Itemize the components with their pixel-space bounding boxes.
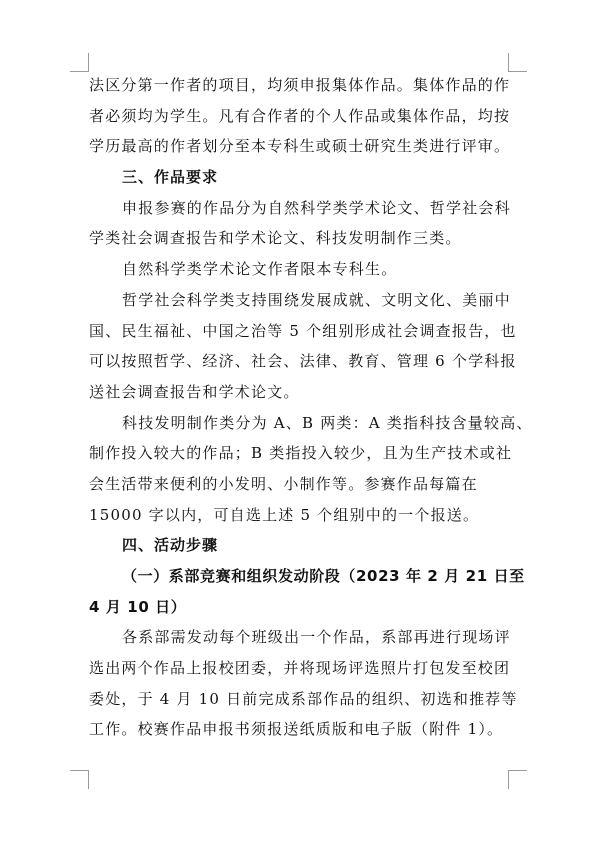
crop-mark-bottom-right — [508, 770, 527, 789]
body-line: 委处，于 4 月 10 日前完成系部作品的组织、初选和推荐等 — [89, 689, 518, 708]
section-heading-3: 三、作品要求 — [122, 168, 219, 187]
body-line: 申报参赛的作品分为自然科学类学术论文、哲学社会科 — [122, 198, 511, 217]
body-line: 制作投入较大的作品；B 类指投入较少，且为生产技术或社 — [89, 444, 513, 463]
body-line: 自然科学类学术论文作者限本专科生。 — [122, 260, 398, 279]
document-body — [89, 70, 533, 745]
section-heading-4: 四、活动步骤 — [122, 536, 219, 555]
body-line: 哲学社会科学类支持围绕发展成就、文明文化、美丽中 — [122, 290, 511, 309]
body-line: 会生活带来便利的小发明、小制作等。参赛作品每篇在 — [89, 474, 478, 493]
body-line: 法区分第一作者的项目，均须申报集体作品。集体作品的作 — [89, 76, 511, 94]
body-line: 送社会调查报告和学术论文。 — [89, 382, 300, 401]
body-line: 各系部需发动每个班级出一个作品，系部再进行现场评 — [122, 628, 511, 647]
body-line: 可以按照哲学、经济、社会、法律、教育、管理 6 个学科报 — [89, 352, 517, 371]
subsection-heading-1-cont: 4 月 10 日） — [89, 597, 187, 616]
body-line: 国、民生福祉、中国之治等 5 个组别形成社会调查报告，也 — [89, 321, 517, 340]
body-line: 工作。校赛作品申报书须报送纸质版和电子版（附件 1）。 — [89, 720, 504, 739]
crop-mark-bottom-left — [70, 770, 89, 789]
body-line: 科技发明制作类分为 A、B 两类：A 类指科技含量较高、 — [122, 413, 533, 432]
body-line: 15000 字以内，可自选上述 5 个组别中的一个报送。 — [89, 505, 480, 524]
body-line: 选出两个作品上报校团委，并将现场评选照片打包发至校团 — [89, 659, 511, 678]
body-line: 学历最高的作者划分至本专科生或硕士研究生类进行评审。 — [89, 137, 511, 156]
subsection-heading-1: （一）系部竞赛和组织发动阶段（2023 年 2 月 21 日至 — [122, 567, 525, 585]
body-line: 学类社会调查报告和学术论文、科技发明制作三类。 — [89, 229, 462, 248]
body-line: 者必须均为学生。凡有合作者的个人作品或集体作品，均按 — [89, 106, 511, 125]
crop-mark-top-left — [70, 53, 89, 72]
